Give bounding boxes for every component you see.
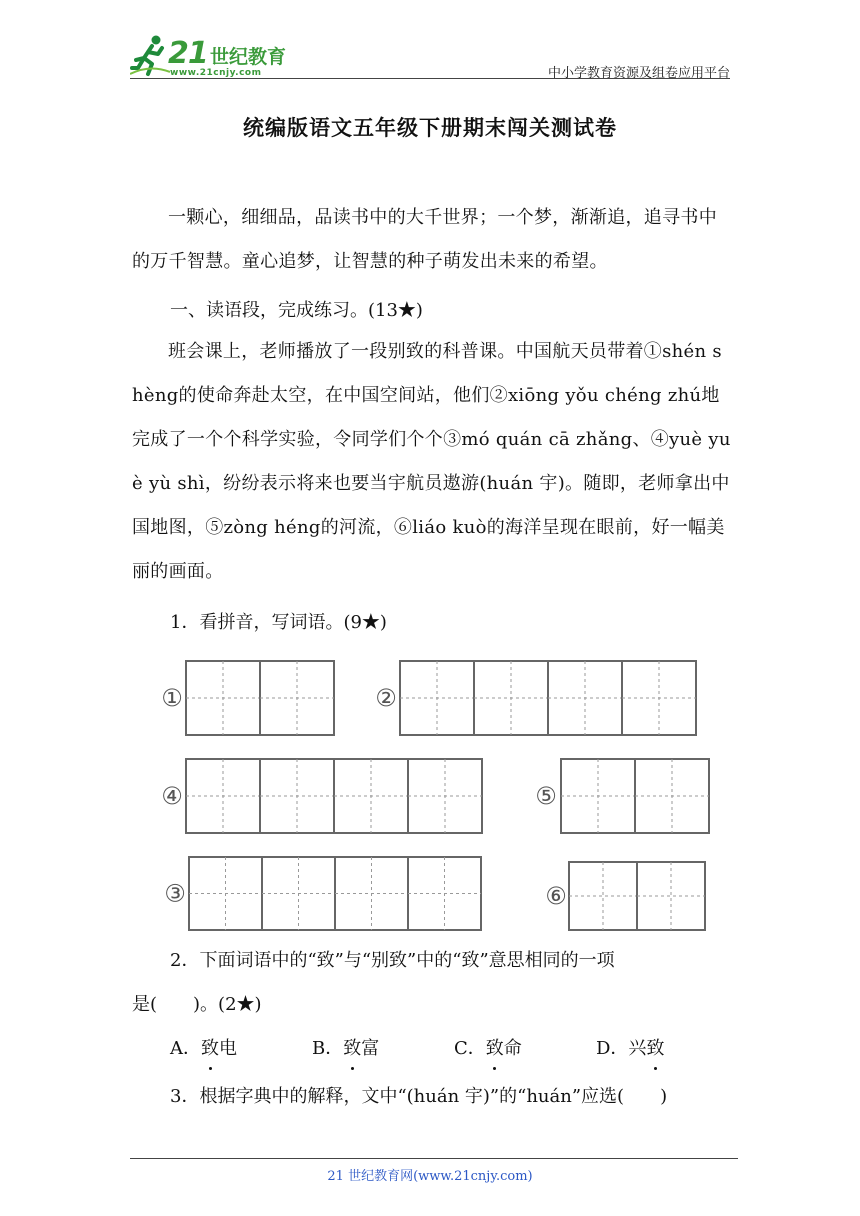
intro-paragraph: 一颗心，细细品，品读书中的大千世界；一个梦，渐渐追，追寻书中的万千智慧。童心追梦，让智慧的种子萌发出未来的希望。 xyxy=(132,207,717,272)
page-footer: 21 世纪教育网(www.21cnjy.com) xyxy=(327,1169,533,1184)
header-divider xyxy=(130,78,730,79)
grid-cell[interactable] xyxy=(474,661,548,735)
grid-cell[interactable] xyxy=(262,857,335,930)
footer-divider xyxy=(130,1158,738,1159)
logo-name: 世纪教育 xyxy=(210,46,287,68)
emphasis-char: 致 xyxy=(343,1034,361,1064)
grid-cell[interactable] xyxy=(186,759,260,833)
writing-grid-3[interactable] xyxy=(161,759,482,833)
grid-label: ④ xyxy=(161,782,183,810)
running-man-icon xyxy=(130,34,170,78)
grid-cell[interactable] xyxy=(635,759,709,833)
grid-cell[interactable] xyxy=(189,857,262,930)
grid-label: ② xyxy=(375,684,397,712)
grid-cell[interactable] xyxy=(335,857,408,930)
grid-cell[interactable] xyxy=(637,862,705,930)
grid-cell[interactable] xyxy=(334,759,408,833)
grid-cell[interactable] xyxy=(400,661,474,735)
section1-heading: 一、读语段，完成练习。(13★) xyxy=(170,300,423,321)
grid-label: ① xyxy=(161,684,183,712)
writing-grid-5[interactable] xyxy=(164,857,481,930)
grid-cell[interactable] xyxy=(186,661,260,735)
writing-grid-6[interactable] xyxy=(545,862,705,930)
grid-cell[interactable] xyxy=(548,661,622,735)
grid-label: ⑤ xyxy=(535,782,557,810)
grid-cell[interactable] xyxy=(408,759,482,833)
logo xyxy=(130,32,300,80)
emphasis-char: 致 xyxy=(486,1034,504,1064)
emphasis-char: 致 xyxy=(646,1034,664,1064)
grid-label: ③ xyxy=(164,879,186,908)
question-2-line2: 是( )。(2★) xyxy=(132,994,262,1015)
question-3: 3．根据字典中的解释，文中“(huán 宇)”的“huán”应选( ) xyxy=(170,1086,668,1107)
logo-number: 21 xyxy=(168,36,208,71)
option-d[interactable]: D．兴致 xyxy=(596,1034,664,1064)
grid-cell[interactable] xyxy=(408,857,481,930)
reading-passage: 班会课上，老师播放了一段别致的科普课。中国航天员带着①shén shèng的使命奔赴太空，在中国空间站，他们②xiōng yǒu chéng zhú地完成了一个个科学实验，令同学们个个③mó quán cā zhǎng、④yuè yuè yù shì，纷纷表示将来也要当宇航员遨游(huán 宇)。随即，老师拿出中国地图，⑤zòng héng的河流，⑥liáo kuò的海洋呈现在眼前，好一幅美丽的画面。 xyxy=(132,341,731,582)
question-2-line1: 2．下面词语中的“致”与“别致”中的“致”意思相同的一项 xyxy=(170,950,615,971)
grid-cell[interactable] xyxy=(569,862,637,930)
grid-cell[interactable] xyxy=(622,661,696,735)
writing-grid-1[interactable] xyxy=(161,661,334,735)
grid-cell[interactable] xyxy=(260,759,334,833)
page-title: 统编版语文五年级下册期末闯关测试卷 xyxy=(243,116,617,140)
question-1: 1．看拼音，写词语。(9★) xyxy=(170,612,387,633)
page-header xyxy=(130,32,730,80)
emphasis-char: 致 xyxy=(201,1034,219,1064)
grid-cell[interactable] xyxy=(561,759,635,833)
writing-grid-2[interactable] xyxy=(375,661,696,735)
option-a[interactable]: A．致电 xyxy=(170,1034,237,1064)
logo-url: www.21cnjy.com xyxy=(170,68,262,78)
grid-label: ⑥ xyxy=(545,882,567,910)
option-b[interactable]: B．致富 xyxy=(312,1034,379,1064)
option-c[interactable]: C．致命 xyxy=(454,1034,522,1064)
writing-grid-4[interactable] xyxy=(535,759,709,833)
platform-name: 中小学教育资源及组卷应用平台 xyxy=(547,66,730,81)
grid-cell[interactable] xyxy=(260,661,334,735)
